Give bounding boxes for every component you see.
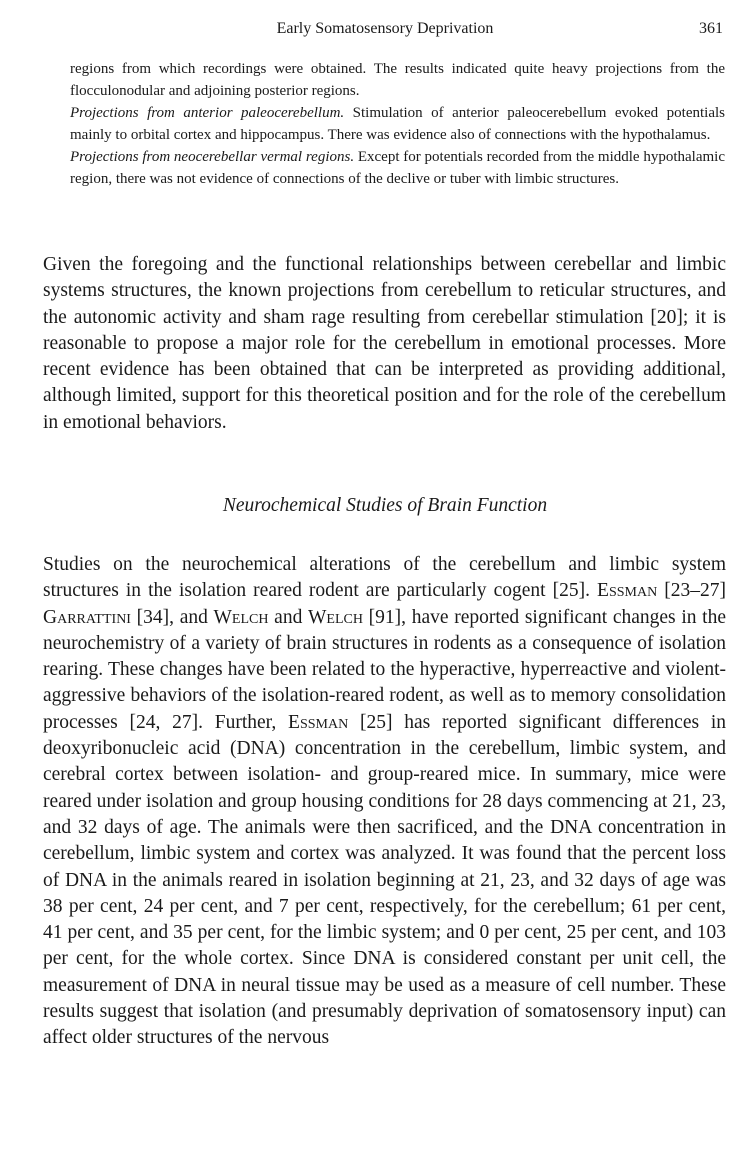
author-name: Welch (308, 606, 363, 628)
text-run: [34], and (130, 606, 214, 628)
section-heading: Neurochemical Studies of Brain Function (222, 495, 548, 516)
text-run: [25] has reported significant differences in deoxyribonucleic acid (DNA) concentration in the cerebellum, limbic system, and cerebral cortex between isolation- and group-reared mice. In summary, mice were reared under isolation and group housing conditions for 28 days commencing at 21, 23, and 32 days of age. The animals were then sacrificed, and the DNA concentration in cerebellum, limbic system and cortex was analyzed. It was found that the percent loss of DNA in the animals reared in isolation beginning at 21, 23, and 32 days of age was 38 per cent, 24 per cent, and 7 per cent, respectively, for the cerebellum; 61 per cent, 41 per cent, and 35 per cent, for the limbic system; and 0 per cent, 25 per cent, and 103 per cent, for the whole cortex. Since DNA is considered constant per unit cell, the measurement of DNA in neural tissue may be used as a measure of cell number. These results suggest that isolation (and presumably deprivation of somatosensory input) can affect older structures of the nervous (43, 711, 726, 1049)
running-title: Early Somatosensory Deprivation (276, 20, 494, 37)
paragraph-text: Given the foregoing and the functional relationships between cerebellar and limbic systems structures, the known projections from cerebellum to reticular structures, and the autonomic activity and sham rage resulting from cerebellar stimulation [20]; it is reasonable to propose a major role for the cerebellum in emotional processes. More recent evidence has been obtained that can be interpreted as providing additional, although limited, support for this theoretical position and for the role of the cerebellum in emotional behaviors. (43, 254, 726, 433)
excerpt-paragraph (70, 103, 725, 146)
paragraph-text (43, 552, 726, 1052)
excerpt-lead: Projections from neocerebellar vermal regions. (70, 149, 355, 165)
author-name: Garrattini (43, 606, 131, 628)
text-run: Studies on the neurochemical alterations of the cerebellum and limbic system structures in the isolation reared rodent are particularly cogent [25]. (43, 554, 726, 602)
author-name: Essman (288, 711, 349, 733)
excerpt-lead: Projections from anterior paleocerebellum. (70, 105, 345, 121)
text-run: [23–27] (657, 580, 726, 602)
text-run: and (268, 606, 309, 628)
page-number: 361 (699, 20, 723, 37)
body-paragraph-2 (43, 552, 726, 1052)
text-run: [91], have reported significant changes in the neurochemistry of a variety of brain structures in rodents as a consequence of isolation rearing. These changes have been related to the hyperactive, hyperreactive and violent-aggressive behaviors of the isolation-reared rodent, as well as to memory consolidation processes [24, 27]. Further, (43, 606, 726, 733)
excerpt-paragraph (70, 59, 725, 102)
excerpt-text: Stimulation of anterior paleocerebellum evoked potentials mainly to orbital cortex and hippocampus. There was evidence also of connections with the hypothalamus. (70, 105, 725, 143)
excerpt-paragraph (70, 147, 725, 190)
body-paragraph-1 (43, 252, 726, 436)
author-name: Essman (597, 580, 658, 602)
running-head (43, 20, 727, 42)
excerpt-text: Except for potentials recorded from the middle hypothalamic region, there was not evidence of connections of the declive or tuber with limbic structures. (70, 149, 725, 187)
excerpt-text: regions from which recordings were obtained. The results indicated quite heavy projections from the flocculonodular and adjoining posterior regions. (70, 61, 725, 99)
author-name: Welch (213, 606, 269, 628)
excerpt-block (70, 59, 725, 190)
